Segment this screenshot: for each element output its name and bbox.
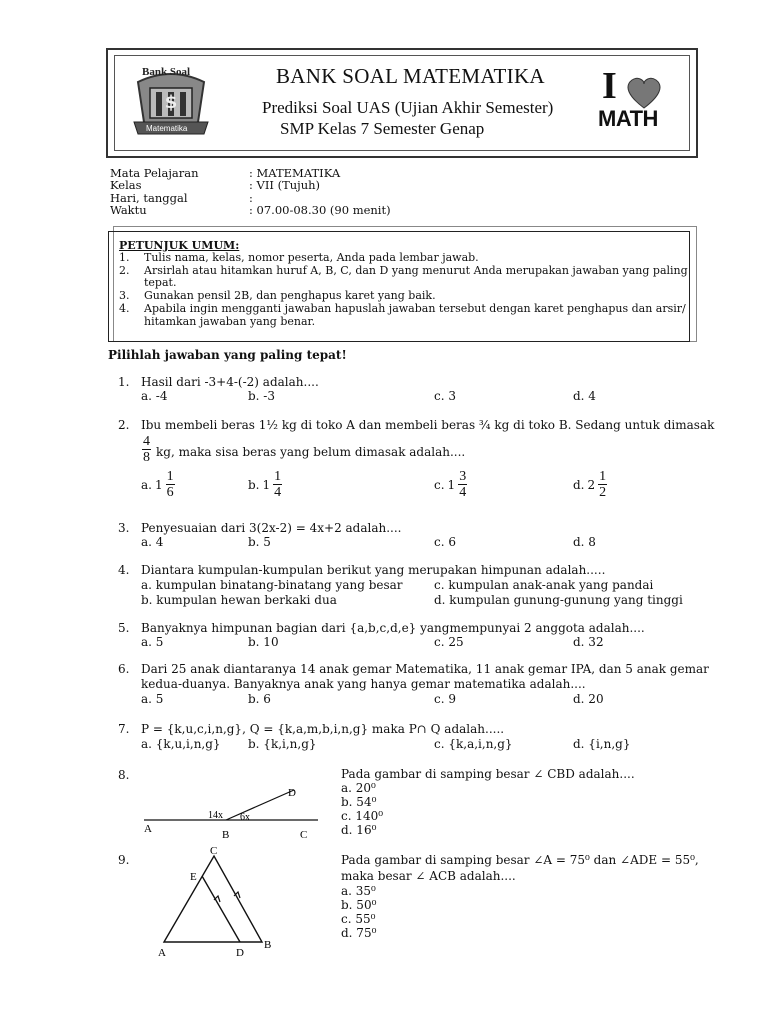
label-d: D [288, 787, 296, 799]
info-value-time: : 07.00-08.30 (90 menit) [249, 203, 391, 217]
instruction-text: Tulis nama, kelas, nomor peserta, Anda pada lembar jawab. [144, 251, 479, 264]
question-number: 1. [118, 375, 130, 389]
label-c: C [300, 829, 308, 841]
option-b[interactable]: b. 5 [248, 535, 271, 549]
line-bd [226, 790, 294, 820]
question-text: Penyesuaian dari 3(2x-2) = 4x+2 adalah.... [141, 521, 402, 535]
question-text: Hasil dari -3+4-(-2) adalah.... [141, 375, 319, 389]
question-text: Dari 25 anak diantaranya 14 anak gemar Matematika, 11 anak gemar IPA, dan 5 anak gemar [141, 662, 709, 676]
option-b[interactable]: b. 6 [248, 692, 271, 706]
info-label-date: Hari, tanggal [110, 191, 188, 205]
logo-math-text: MATH [598, 106, 658, 131]
option-b[interactable]: b. kumpulan hewan berkaki dua [141, 593, 337, 607]
option-a[interactable]: a. 35⁰ [341, 884, 376, 898]
question-number: 8. [118, 768, 130, 782]
option-c[interactable]: c. 3 [434, 389, 456, 403]
option-d[interactable]: d. 16⁰ [341, 823, 377, 837]
option-b[interactable]: b. 10 [248, 635, 279, 649]
instruction-text: hitamkan jawaban yang benar. [144, 315, 316, 328]
instruction-text: Apabila ingin mengganti jawaban hapuslah jawaban tersebut dengan karet penghapus dan arsir/ [144, 302, 686, 315]
question-number: 3. [118, 521, 130, 535]
page-title: BANK SOAL MATEMATIKA [276, 64, 545, 88]
option-a[interactable]: a. {k,u,i,n,g} [141, 737, 221, 751]
option-d[interactable]: d. 2 $\frac{1}{2}$ [573, 469, 607, 500]
section-instruction: Pilihlah jawaban yang paling tepat! [108, 348, 347, 362]
question-text: P = {k,u,c,i,n,g}, Q = {k,a,m,b,i,n,g} maka P∩ Q adalah..... [141, 722, 505, 736]
label-a: A [144, 823, 152, 835]
question-number: 5. [118, 621, 130, 635]
logo-letter-i: I [602, 65, 617, 107]
instruction-num: 3. [119, 289, 130, 302]
label-c: C [210, 845, 218, 857]
instruction-text: Arsirlah atau hitamkan huruf A, B, C, dan D yang menurut Anda merupakan jawaban yang paling [144, 264, 688, 277]
subtitle-2: SMP Kelas 7 Semester Genap [280, 119, 485, 138]
instructions-heading: PETUNJUK UMUM: [119, 239, 240, 252]
option-a[interactable]: a. -4 [141, 389, 168, 403]
angle-6x: 6x [240, 812, 250, 823]
info-label-subject: Mata Pelajaran [110, 166, 199, 180]
instruction-num: 2. [119, 264, 130, 277]
option-d[interactable]: d. 75⁰ [341, 926, 377, 940]
option-b[interactable]: b. 54⁰ [341, 795, 377, 809]
option-d[interactable]: d. kumpulan gunung-gunung yang tinggi [434, 593, 683, 607]
question-number: 6. [118, 662, 130, 676]
question-text: Pada gambar di samping besar ∠A = 75⁰ dan ∠ADE = 55⁰, [341, 853, 699, 867]
label-a: A [158, 947, 166, 959]
angle-figure-q8 [140, 780, 330, 842]
instruction-num: 1. [119, 251, 130, 264]
question-number: 4. [118, 563, 130, 577]
option-c[interactable]: c. 25 [434, 635, 464, 649]
option-a[interactable]: a. 5 [141, 692, 164, 706]
option-d[interactable]: d. 20 [573, 692, 604, 706]
option-b[interactable]: b. {k,i,n,g} [248, 737, 317, 751]
option-d[interactable]: d. {i,n,g} [573, 737, 631, 751]
option-b[interactable]: b. -3 [248, 389, 275, 403]
option-d[interactable]: d. 32 [573, 635, 604, 649]
instruction-text: tepat. [144, 276, 177, 289]
question-text: Banyaknya himpunan bagian dari {a,b,c,d,e} yangmempunyai 2 anggota adalah.... [141, 621, 645, 635]
option-a[interactable]: a. 20⁰ [341, 781, 376, 795]
question-number: 7. [118, 722, 130, 736]
option-d[interactable]: d. 4 [573, 389, 596, 403]
option-d[interactable]: d. 8 [573, 535, 596, 549]
option-a[interactable]: a. 4 [141, 535, 164, 549]
option-c[interactable]: c. {k,a,i,n,g} [434, 737, 513, 751]
logo-text-top: Bank Soal [142, 66, 190, 78]
label-b: B [222, 829, 230, 841]
svg-text:$: $ [164, 92, 178, 113]
triangle-abc [164, 856, 262, 942]
question-text: Pada gambar di samping besar ∠ CBD adalah.... [341, 767, 635, 781]
question-number: 2. [118, 418, 130, 432]
option-a[interactable]: a. 5 [141, 635, 164, 649]
question-text-cont: maka besar ∠ ACB adalah.... [341, 869, 516, 883]
question-text: Diantara kumpulan-kumpulan berikut yang merupakan himpunan adalah..... [141, 563, 606, 577]
label-d: D [236, 947, 244, 959]
option-a[interactable]: a. 1 $\frac{1}{6}$ [141, 469, 174, 500]
option-c[interactable]: c. 1 $\frac{3}{4}$ [434, 469, 467, 500]
option-b[interactable]: b. 50⁰ [341, 898, 377, 912]
instruction-num: 4. [119, 302, 130, 315]
angle-14x: 14x [208, 810, 223, 821]
option-a[interactable]: a. kumpulan binatang-binatang yang besar [141, 578, 403, 592]
info-label-time: Waktu [110, 203, 147, 217]
question-text-cont: kg, maka sisa beras yang belum dimasak adalah.... [156, 445, 466, 459]
info-value-subject: : MATEMATIKA [249, 166, 341, 180]
question-number: 9. [118, 853, 130, 867]
info-label-class: Kelas [110, 178, 142, 192]
triangle-figure-q9 [150, 842, 290, 960]
option-c[interactable]: c. 55⁰ [341, 912, 376, 926]
subtitle-1: Prediksi Soal UAS (Ujian Akhir Semester) [262, 98, 554, 117]
info-value-date: : [249, 191, 253, 205]
question-text: Ibu membeli beras 1½ kg di toko A dan membeli beras ¾ kg di toko B. Sedang untuk dimasak [141, 418, 715, 432]
option-b[interactable]: b. 1 $\frac{1}{4}$ [248, 469, 282, 500]
option-c[interactable]: c. 6 [434, 535, 456, 549]
info-value-class: : VII (Tujuh) [249, 178, 321, 192]
question-text-cont: kedua-duanya. Banyaknya anak yang hanya gemar matematika adalah.... [141, 677, 586, 691]
logo-text-bottom: Matematika [146, 124, 188, 133]
label-e: E [190, 871, 197, 883]
option-c[interactable]: c. kumpulan anak-anak yang pandai [434, 578, 654, 592]
fraction-4-8: $\frac{4}{8}$ [143, 434, 150, 465]
instruction-text: Gunakan pensil 2B, dan penghapus karet yang baik. [144, 289, 436, 302]
option-c[interactable]: c. 140⁰ [341, 809, 384, 823]
label-b: B [264, 939, 272, 951]
option-c[interactable]: c. 9 [434, 692, 456, 706]
line-de [202, 876, 240, 942]
